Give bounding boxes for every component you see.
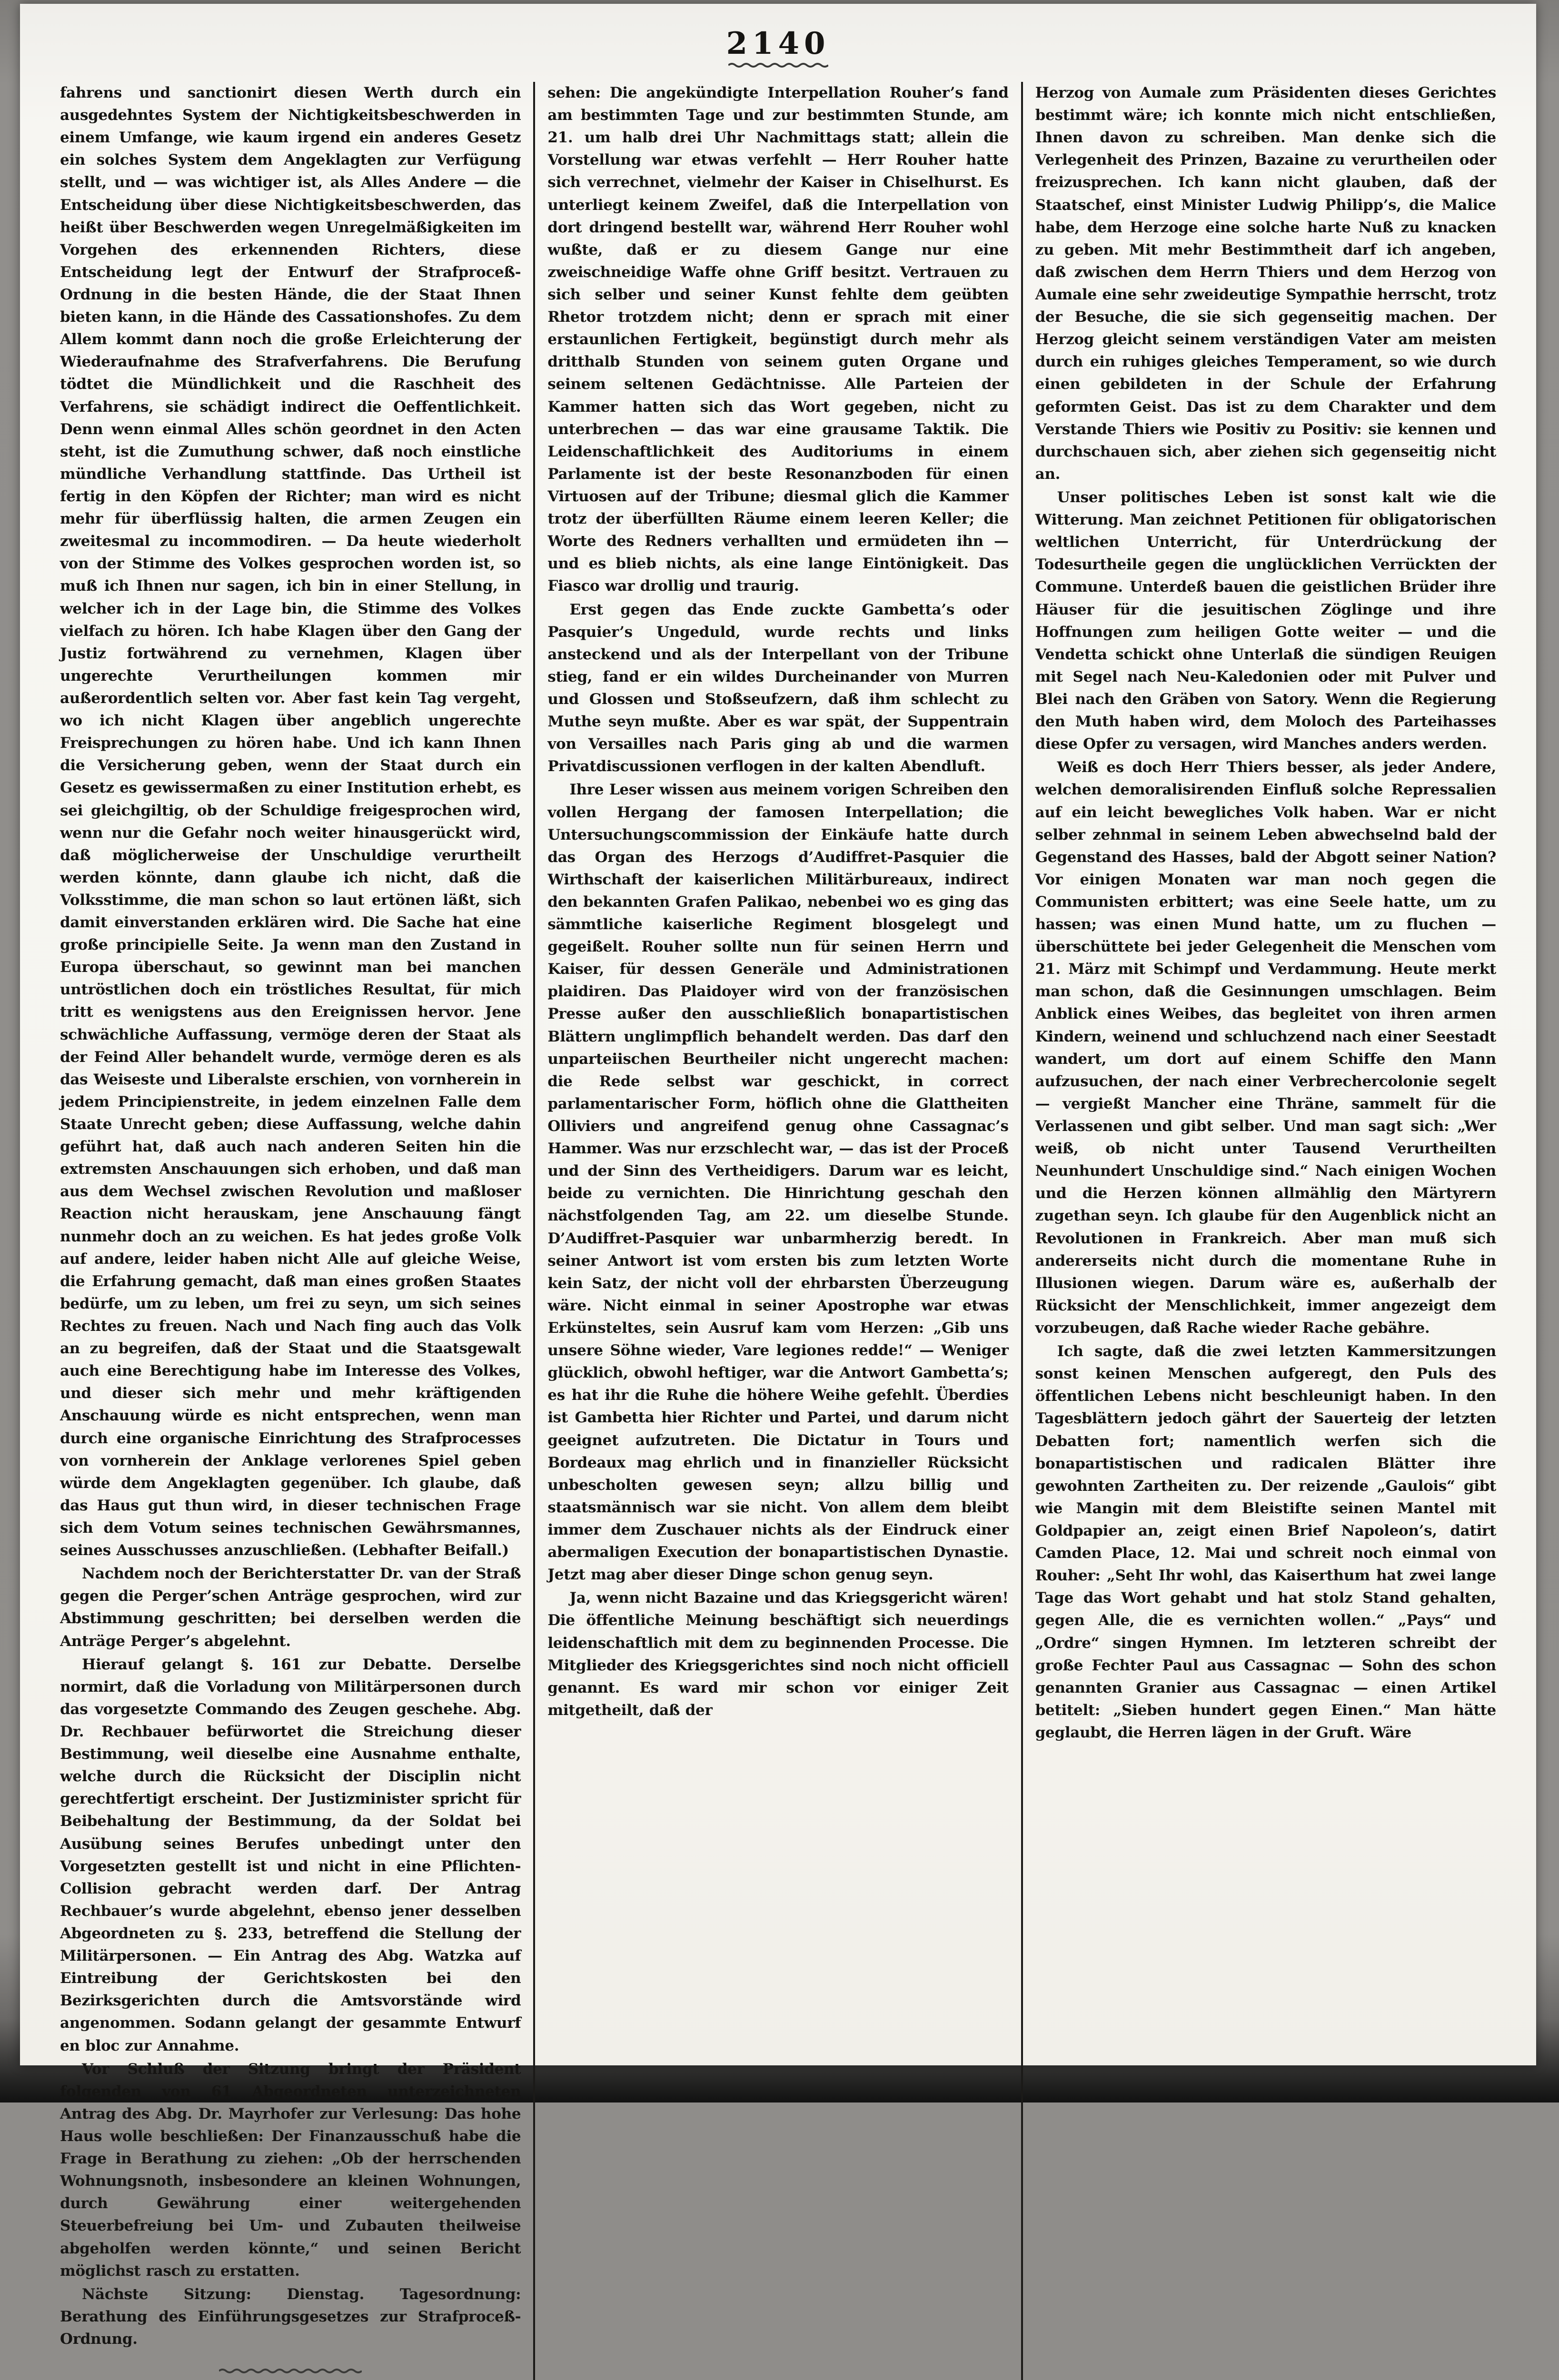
column-2 (533, 82, 1021, 2380)
column-3 (1021, 82, 1509, 2380)
paragraph: Erst gegen das Ende zuckte Gambetta’s oder Pasquier’s Ungeduld, wurde rechts und links ansteckend und als der Interpellant von der Tribune stieg, fand er ein wildes Durcheinander von Murren und Glossen und Stoßseufzern, daß ihm schlecht zu Muthe seyn mußte. Aber es war spät, der Suppentrain von Versailles nach Paris ging ab und die warmen Privatdiscussionen verflogen in der kalten Abendluft. (547, 601, 1009, 775)
paragraph: fahrens und sanctionirt diesen Werth durch ein ausgedehntes System der Nichtigkeitsbeschwerden in einem Umfange, wie kaum irgend ein anderes Gesetz ein solches System dem Angeklagten zur Verfügung stellt, und — was wichtiger ist, als Alles Andere — die Entscheidung über diese Nichtigkeitsbeschwerden, das heißt über Beschwerden wegen Unregelmäßigkeiten im Vorgehen des erkennenden Richters, diese Entscheidung legt der Entwurf der Strafproceß-Ordnung in die besten Hände, die der Staat Ihnen bieten kann, in die Hände des Cassationshofes. Zu dem Allem kommt dann noch die große Erleichterung der Wiederaufnahme des Strafverfahrens. Die Berufung tödtet die Mündlichkeit und die Raschheit des Verfahrens, sie schädigt indirect die Oeffentlichkeit. Denn wenn einmal Alles schön geordnet in den Acten steht, ist die Zumuthung schwer, daß noch einstliche mündliche Verhandlung stattfinde. Das Urtheil ist fertig in den Köpfen der Richter; man wird es nicht mehr für überflüssig halten, die armen Zeugen ein zweitesmal zu incommodiren. — Da heute wiederholt von der Stimme des Volkes gesprochen worden ist, so muß ich Ihnen nur sagen, ich bin in einer Stellung, in welcher ich in der Lage bin, die Stimme des Volkes vielfach zu hören. Ich habe Klagen über den Gang der Justiz fortwährend zu vernehmen, Klagen über ungerechte Verurtheilungen kommen mir außerordentlich selten vor. Aber fast kein Tag vergeht, wo ich nicht Klagen über angeblich ungerechte Freisprechungen zu hören habe. Und ich kann Ihnen die Versicherung geben, wenn der Staat durch ein Gesetz es gewissermaßen zu einer Institution erhebt, es sei gleichgiltig, ob der Schuldige freigesprochen wird, wenn nur die Gefahr noch weiter hinausgerückt wird, daß möglicherweise der Unschuldige verurtheilt werden könnte, dann glaube ich nicht, daß die Volksstimme, die man schon so laut ertönen läßt, sich damit einverstanden erklären wird. Die Sache hat eine große principielle Seite. Ja wenn man den Zustand in Europa überschaut, so gewinnt man bei manchen untröstlichen doch ein tröstliches Resultat, für mich tritt es wenigstens aus den Ereignissen hervor. Jene schwächliche Auffassung, vermöge deren der Staat als der Feind Aller behandelt wurde, vermöge deren es als das Weiseste und Liberalste erschien, von vornherein in jedem Principienstreite, in jedem einzelnen Falle dem Staate Unrecht geben; diese Auffassung, welche dahin geführt hat, daß auch nach anderen Seiten hin die extremsten Anschauungen sich erhoben, und daß man aus dem Wechsel zwischen Revolution und maßloser Reaction nicht herauskam, jene Anschauung fängt nunmehr doch an zu weichen. Es hat jedes große Volk auf andere, leider haben nicht Alle auf gleiche Weise, die Erfahrung gemacht, daß man eines großen Staates bedürfe, um zu leben, um frei zu seyn, um sich seines Rechtes zu freuen. Nach und Nach fing auch das Volk an zu begreifen, daß der Staat und die Staatsgewalt auch eine Berechtigung habe im Interesse des Volkes, und dieser sich mehr und mehr kräftigenden Anschauung würde es nicht entsprechen, wenn man durch eine organische Einrichtung des Strafprocesses von vornherein der Anklage verlorenes Spiel geben würde dem Angeklagten gegenüber. Ich glaube, daß das Haus gut thun wird, in dieser technischen Frage sich dem Votum seines technischen Gewährsmannes, seines Ausschusses anzuschließen. (Lebhafter Beifall.) (60, 84, 521, 1559)
section-divider (60, 2368, 521, 2374)
paragraph: sehen: Die angekündigte Interpellation Rouher’s fand am bestimmten Tage und zur bestimmten Stunde, am 21. um halb drei Uhr Nachmittags statt; allein die Vorstellung war etwas verfehlt — Herr Rouher hatte sich verrechnet, vielmehr der Kaiser in Chiselhurst. Es unterliegt keinem Zweifel, daß die Interpellation von dort dringend bestellt war, während Herr Rouher wohl wußte, daß er zu diesem Gange nur eine zweischneidige Waffe ohne Griff besitzt. Vertrauen zu sich selber und seiner Kunst fehlte dem geübten Rhetor trotzdem nicht; denn er sprach mit einer erstaunlichen Fertigkeit, begünstigt durch mehr als dritthalb Stunden von seinem guten Organe und seinem seltenen Gedächtnisse. Alle Parteien der Kammer hatten sich das Wort gegeben, nicht zu unterbrechen — das war eine grausame Taktik. Die Leidenschaftlichkeit des Auditoriums in einem Parlamente ist der beste Resonanzboden für einen Virtuosen auf der Tribune; diesmal glich die Kammer trotz der überfüllten Räume einem leeren Keller; die Worte des Redners verhallten und ermüdeten ihn — und es blieb nichts, als eine lange Eintönigkeit. Das Fiasco war drollig und traurig. (547, 84, 1009, 595)
paragraph: Nachdem noch der Berichterstatter Dr. van der Straß gegen die Perger’schen Anträge gesprochen, wird zur Abstimmung geschritten; bei derselben werden die Anträge Perger’s abgelehnt. (60, 1565, 521, 1650)
page-number: 2140 (726, 26, 830, 61)
paragraph: Ihre Leser wissen aus meinem vorigen Schreiben den vollen Hergang der famosen Interpellation; die Untersuchungscommission der Einkäufe hatte durch das Organ des Herzogs d’Audiffret-Pasquier die Wirthschaft der kaiserlichen Militärbureaux, indirect den bekannten Grafen Palikao, nebenbei wo es ging das sämmtliche kaiserliche Regiment blosgelegt und gegeißelt. Rouher sollte nun für seinen Herrn und Kaiser, für dessen Generäle und Administrationen plaidiren. Das Plaidoyer wird von der französischen Presse außer den ausschließlich bonapartistischen Blättern unglimpflich behandelt werden. Das darf den unparteiischen Beurtheiler nicht ungerecht machen: die Rede selbst war geschickt, in correct parlamentarischer Form, höflich ohne die Glattheiten Olliviers und angreifend genug ohne Cassagnac’s Hammer. Was nur erzschlecht war, — das ist der Proceß und der Sinn des Vertheidigers. Darum war es leicht, beide zu vernichten. Die Hinrichtung geschah den nächstfolgenden Tag, am 22. um dieselbe Stunde. D’Audiffret-Pasquier war unbarmherzig beredt. In seiner Antwort ist vom ersten bis zum letzten Worte kein Satz, der nicht voll der ehrbarsten Überzeugung wäre. Nicht einmal in seiner Apostrophe war etwas Erkünsteltes, sein Ausruf kam vom Herzen: „Gib uns unsere Söhne wieder, Vare legiones redde!“ — Weniger glücklich, obwohl heftiger, war die Antwort Gambetta’s; es hat ihr die Ruhe die höhere Weihe gefehlt. Überdies ist Gambetta hier Richter und Partei, und darum nicht geeignet aufzutreten. Die Dictatur in Tours und Bordeaux mag ehrlich und in finanzieller Rücksicht unbescholten gewesen seyn; allzu billig und staatsmännisch war sie nicht. Von allem dem bleibt immer dem Zuschauer nichts als der Eindruck einer abermaligen Execution der bonapartistischen Dynastie. Jetzt mag aber dieser Dinge schon genug seyn. (547, 781, 1009, 1584)
columns (48, 82, 1509, 2380)
paragraph: Weiß es doch Herr Thiers besser, als jeder Andere, welchen demoralisirenden Einfluß solche Repressalien auf ein leicht bewegliches Volk haben. War er nicht selber zehnmal in seinem Leben abwechselnd bald der Gegenstand des Hasses, bald der Abgott seiner Nation? Vor einigen Monaten war man noch gegen die Communisten erbittert; was eine Seele hatte, um zu hassen; was einen Mund hatte, um zu fluchen — überschüttete bei jeder Gelegenheit die Menschen vom 21. März mit Schimpf und Verdammung. Heute merkt man schon, daß die Gesinnungen umschlagen. Beim Anblick eines Weibes, das begleitet von ihren armen Kindern, weinend und schluchzend nach einer Seestadt wandert, um dort auf einem Schiffe den Mann aufzusuchen, der nach einer Verbrechercolonie segelt — vergießt Mancher eine Thräne, sammelt für die Verlassenen und gibt selber. Und man sagt sich: „Wer weiß, ob nicht unter Tausend Verurtheilten Neunhundert Unschuldige sind.“ Nach einigen Wochen und die Herzen können allmählig den Märtyrern zugethan seyn. Ich glaube für den Augenblick nicht an Revolutionen in Frankreich. Aber man muß sich andererseits nicht durch die momentane Ruhe in Illusionen wiegen. Darum wäre es, außerhalb der Rücksicht der Menschlichkeit, immer angezeigt dem vorzubeugen, daß Rache wieder Rache gebähre. (1035, 759, 1496, 1337)
newspaper-page (20, 4, 1536, 2348)
paragraph: Hierauf gelangt §. 161 zur Debatte. Derselbe normirt, daß die Vorladung von Militärpersonen durch das vorgesetzte Commando des Zeugen geschehe. Abg. Dr. Rechbauer befürwortet die Streichung dieser Bestimmung, weil dieselbe eine Ausnahme enthalte, welche durch die Rücksicht der Disciplin nicht gerechtfertigt erscheint. Der Justizminister spricht für Beibehaltung der Bestimmung, da der Soldat bei Ausübung seines Berufes unbedingt unter den Vorgesetzten gestellt ist und nicht in eine Pflichten-Collision gebracht werden darf. Der Antrag Rechbauer’s wurde abgelehnt, ebenso jener desselben Abgeordneten zu §. 233, betreffend die Stellung der Militärpersonen. — Ein Antrag des Abg. Watzka auf Eintreibung der Gerichtskosten bei den Bezirksgerichten durch die Amtsvorstände wird angenommen. Sodann gelangt der gesammte Entwurf en bloc zur Annahme. (60, 1656, 521, 2054)
paragraph: Nächste Sitzung: Dienstag. Tagesordnung: Berathung des Einführungsgesetzes zur Strafproceß-Ordnung. (60, 2285, 521, 2348)
column-1 (48, 82, 533, 2380)
paragraph: Ja, wenn nicht Bazaine und das Kriegsgericht wären! Die öffentliche Meinung beschäftigt sich neuerdings leidenschaftlich mit dem zu beginnenden Processe. Die Mitglieder des Kriegsgerichtes sind noch nicht officiell genannt. Es ward mir schon vor einiger Zeit mitgetheilt, daß der (547, 1589, 1009, 1719)
paragraph: Ich sagte, daß die zwei letzten Kammersitzungen sonst keinen Menschen aufgeregt, den Puls des öffentlichen Lebens nicht beschleunigt haben. In den Tagesblättern jedoch gährt der Sauerteig der letzten Debatten fort; namentlich werfen sich die bonapartistischen und radicalen Blätter ihre gewohnten Zartheiten zu. Der reizende „Gaulois“ gibt wie Mangin mit dem Bleistifte seinen Mantel mit Goldpapier an, zeigt einen Brief Napoleon’s, datirt Camden Place, 12. Mai und schreit noch einmal von Rouher: „Seht Ihr wohl, das Kaiserthum hat zwei lange Tage das Wort gehabt und hat stolz Stand gehalten, gegen Alle, die es vernichten wollen.“ „Pays“ und „Ordre“ singen Hymnen. Im letzteren schreibt der große Fechter Paul aus Cassagnac — Sohn des schon genannten Granier aus Cassagnac — einen Artikel betitelt: „Sieben hundert gegen Einen.“ Man hätte geglaubt, die Herren lägen in der Gruft. Wäre (1035, 1343, 1496, 1741)
paragraph: Herzog von Aumale zum Präsidenten dieses Gerichtes bestimmt wäre; ich konnte mich nicht entschließen, Ihnen davon zu schreiben. Man denke sich die Verlegenheit des Prinzen, Bazaine zu verurtheilen oder freizusprechen. Ich kann nicht glauben, daß der Staatschef, einst Minister Ludwig Philipp’s, die Malice habe, dem Herzoge eine solche harte Nuß zu knacken zu geben. Mit mehr Bestimmtheit darf ich angeben, daß zwischen dem Herrn Thiers und dem Herzog von Aumale eine sehr zweideutige Sympathie herrscht, trotz der Besuche, die sie sich gegenseitig machen. Der Herzog gleicht seinem verständigen Vater am meisten durch ein ruhiges gleiches Temperament, so wie durch einen gebildeten in der Schule der Erfahrung geformten Geist. Das ist zu dem Charakter und dem Verstande Thiers wie Positiv zu Positiv: sie kennen und durchschauen sich, aber ziehen sich gegenseitig nicht an. (1035, 84, 1496, 483)
paragraph: Unser politisches Leben ist sonst kalt wie die Witterung. Man zeichnet Petitionen für obligatorischen weltlichen Unterricht, für Unterdrückung der Todesurtheile gegen die unglücklichen Verrückten der Commune. Unterdeß bauen die geistlichen Brüder ihre Häuser für die jesuitischen Zöglinge und ihre Hoffnungen zum heiligen Gotte weiter — und die Vendetta schickt ohne Unterlaß die sündigen Reuigen mit Segel nach Neu-Kaledonien oder mit Pulver und Blei nach den Gräben von Satory. Wenn die Regierung den Muth haben wird, dem Moloch des Parteihasses diese Opfer zu versagen, wird Manches anders werden. (1035, 488, 1496, 753)
wavy-rule (219, 2368, 362, 2374)
wavy-rule (728, 62, 828, 69)
page-header (48, 26, 1509, 69)
paragraph: Vor Schluß der Sitzung bringt der Präsident folgenden von 61 Abgeordneten unterzeichneten Antrag des Abg. Dr. Mayrhofer zur Verlesung: Das hohe Haus wolle beschließen: Der Finanzausschuß habe die Frage in Berathung zu ziehen: „Ob der herrschenden Wohnungsnoth, insbesondere an kleinen Wohnungen, durch Gewährung einer weitergehenden Steuerbefreiung bei Um- und Zubauten theilweise abgeholfen werden könnte,“ und seinen Bericht möglichst rasch zu erstatten. (60, 2060, 521, 2280)
